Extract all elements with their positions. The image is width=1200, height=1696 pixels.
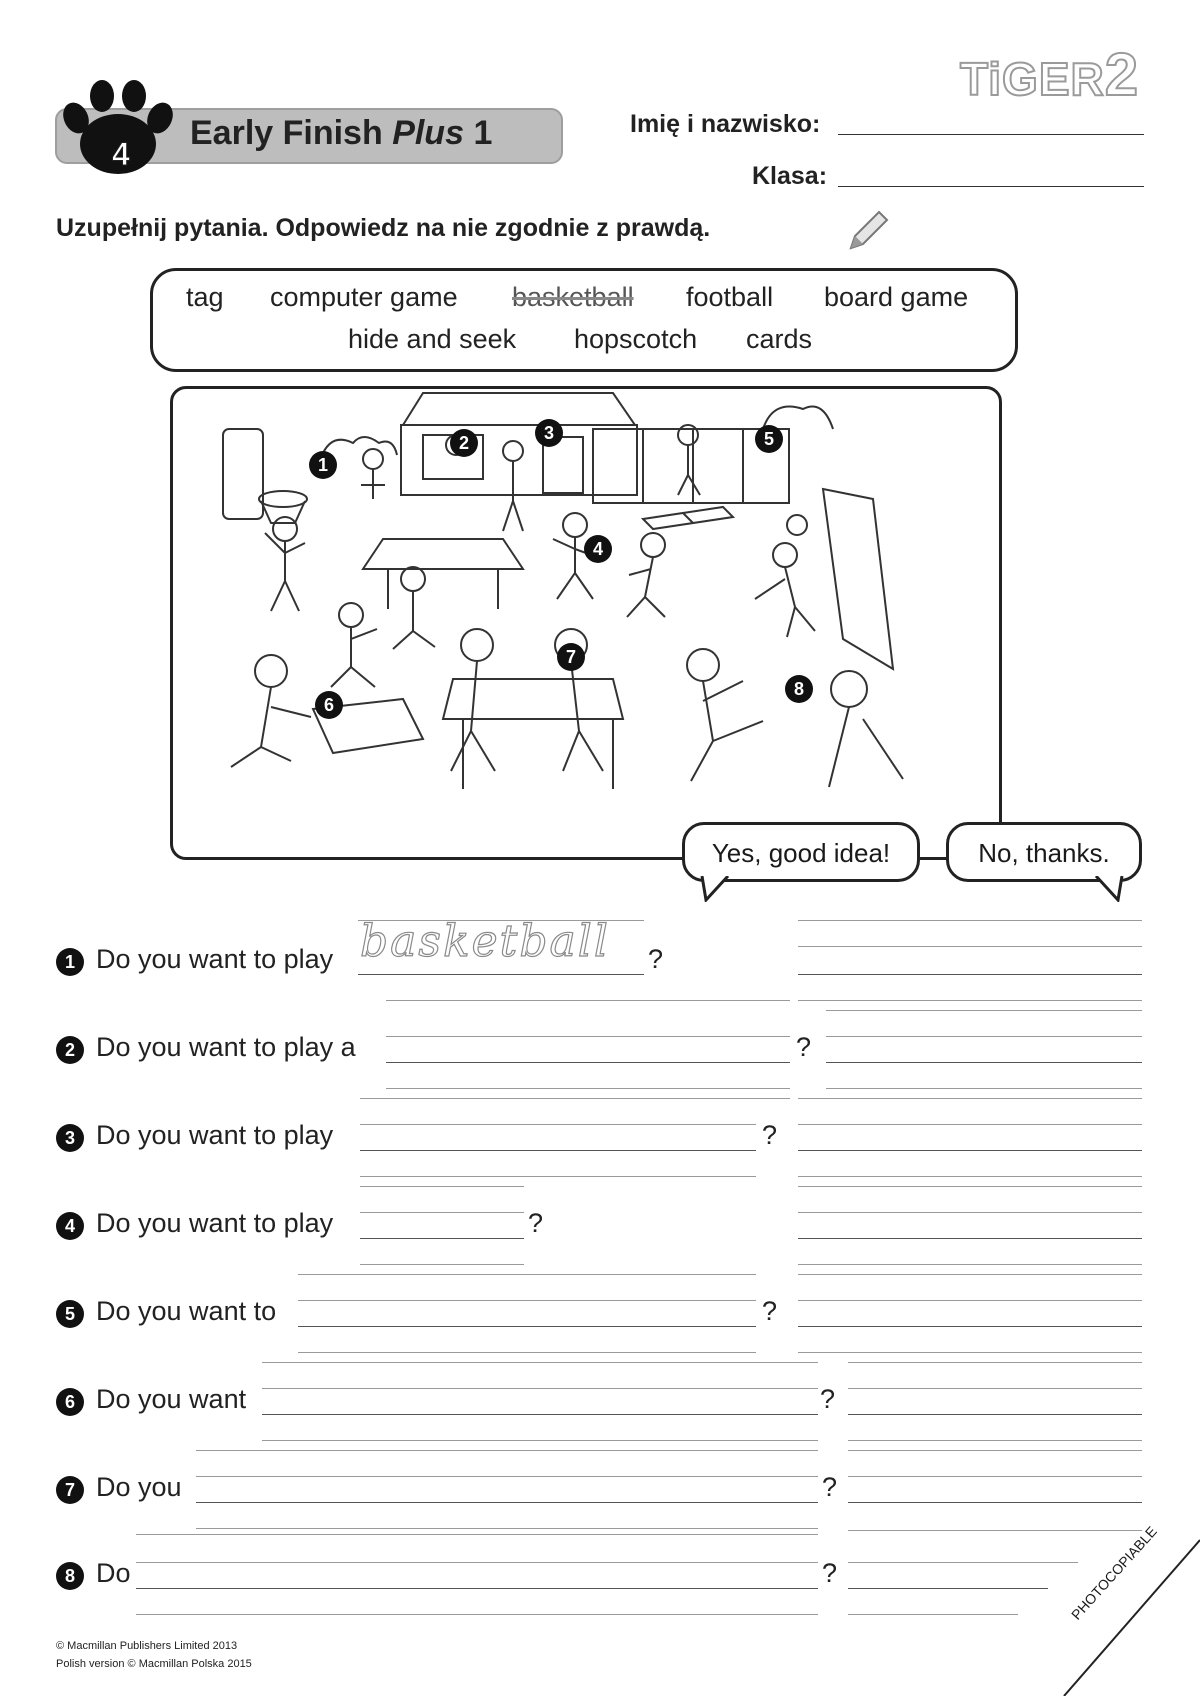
question-2-blank[interactable] — [386, 1062, 790, 1063]
class-field[interactable] — [838, 186, 1144, 187]
guide-line — [798, 1300, 1142, 1301]
word-tag: tag — [186, 282, 224, 312]
guide-line — [136, 1534, 818, 1535]
guide-line — [360, 1186, 524, 1187]
guide-line — [798, 1352, 1142, 1353]
guide-line — [798, 1212, 1142, 1213]
guide-line — [196, 1450, 818, 1451]
question-3-text: Do you want to play — [96, 1120, 334, 1150]
question-7-mark: ? — [822, 1472, 838, 1502]
guide-line — [798, 946, 1142, 947]
word-cards: cards — [746, 324, 813, 354]
guide-line — [798, 974, 1142, 975]
guide-line — [848, 1614, 1018, 1615]
unit-number: 4 — [112, 136, 130, 172]
question-1-mark: ? — [648, 944, 664, 974]
guide-line — [386, 1000, 790, 1001]
guide-line — [196, 1476, 818, 1477]
bubble-no: No, thanks. — [946, 822, 1142, 882]
guide-line — [798, 1176, 1142, 1177]
guide-line — [848, 1440, 1142, 1441]
guide-line — [798, 1264, 1142, 1265]
word-hide-and-seek: hide and seek — [348, 324, 517, 354]
guide-line — [136, 1562, 818, 1563]
question-2-mark: ? — [796, 1032, 812, 1062]
brand-number: 2 — [1104, 41, 1140, 108]
answer-lines-5[interactable] — [798, 1274, 1142, 1275]
question-8-text: Do — [96, 1558, 131, 1588]
guide-line — [848, 1414, 1142, 1415]
bubble-yes-tail — [700, 876, 730, 902]
guide-line — [798, 1238, 1142, 1239]
guide-line — [298, 1274, 756, 1275]
question-4-blank[interactable] — [360, 1238, 524, 1239]
scene-marker-3: 3 — [535, 419, 563, 447]
scene-marker-4: 4 — [584, 535, 612, 563]
guide-line — [826, 1088, 1142, 1089]
scene-marker-7: 7 — [557, 643, 585, 671]
brand-logo — [960, 40, 1139, 109]
guide-line — [798, 1326, 1142, 1327]
guide-line — [262, 1440, 818, 1441]
question-5-blank[interactable] — [298, 1326, 756, 1327]
guide-line — [826, 1036, 1142, 1037]
guide-line — [360, 1264, 524, 1265]
guide-line — [386, 1088, 790, 1089]
name-field[interactable] — [838, 134, 1144, 135]
guide-line — [848, 1588, 1048, 1589]
guide-line — [262, 1362, 818, 1363]
question-number-1: 1 — [56, 948, 84, 976]
question-number-3: 3 — [56, 1124, 84, 1152]
instruction: Uzupełnij pytania. Odpowiedz na nie zgodnie z prawdą. — [56, 214, 711, 242]
question-1-text: Do you want to play — [96, 944, 334, 974]
scene-marker-1: 1 — [309, 451, 337, 479]
guide-line — [262, 1388, 818, 1389]
question-number-4: 4 — [56, 1212, 84, 1240]
scene-marker-2: 2 — [450, 429, 478, 457]
guide-line — [826, 1062, 1142, 1063]
question-6-mark: ? — [820, 1384, 836, 1414]
guide-line — [386, 1036, 790, 1037]
scene-drawing — [173, 389, 1002, 860]
scene-marker-8: 8 — [785, 675, 813, 703]
guide-line — [196, 1528, 818, 1529]
guide-line — [298, 1300, 756, 1301]
scene-marker-6: 6 — [315, 691, 343, 719]
unit-title: Early Finish Plus 1 — [190, 114, 493, 152]
guide-line — [358, 974, 644, 975]
name-label: Imię i nazwisko: — [630, 110, 821, 138]
guide-line — [798, 1124, 1142, 1125]
bubble-yes: Yes, good idea! — [682, 822, 920, 882]
guide-line — [136, 1614, 818, 1615]
guide-line — [360, 1124, 756, 1125]
guide-line — [298, 1352, 756, 1353]
word-computer-game: computer game — [270, 282, 458, 312]
word-basketball-crossed: basketball — [512, 282, 634, 312]
question-3-mark: ? — [762, 1120, 778, 1150]
question-number-8: 8 — [56, 1562, 84, 1590]
question-4-mark: ? — [528, 1208, 544, 1238]
guide-line — [848, 1502, 1142, 1503]
answer-lines-4[interactable] — [798, 1186, 1142, 1187]
guide-line — [848, 1476, 1142, 1477]
answer-lines-3[interactable] — [798, 1098, 1142, 1099]
copyright-line-2: Polish version © Macmillan Polska 2015 — [56, 1658, 252, 1670]
question-5-mark: ? — [762, 1296, 778, 1326]
question-number-2: 2 — [56, 1036, 84, 1064]
copyright-line-1: © Macmillan Publishers Limited 2013 — [56, 1640, 238, 1652]
question-5-text: Do you want to — [96, 1296, 277, 1326]
question-6-blank[interactable] — [262, 1414, 818, 1415]
guide-line — [360, 1098, 790, 1099]
guide-line — [798, 1150, 1142, 1151]
guide-line — [798, 1000, 1142, 1001]
photocopiable-label: PHOTOCOPIABLE — [1068, 1523, 1160, 1623]
question-3-blank[interactable] — [360, 1150, 756, 1151]
question-number-7: 7 — [56, 1476, 84, 1504]
answer-lines-7[interactable] — [848, 1450, 1142, 1451]
answer-lines-2[interactable] — [826, 1010, 1142, 1011]
question-7-blank[interactable] — [196, 1502, 818, 1503]
scene-marker-5: 5 — [755, 425, 783, 453]
answer-lines-1[interactable] — [798, 920, 1142, 921]
guide-line — [848, 1388, 1142, 1389]
question-7-text: Do you — [96, 1472, 182, 1502]
question-6-text: Do you want — [96, 1384, 247, 1414]
question-1-example-answer: basketball — [360, 916, 610, 967]
question-4-text: Do you want to play — [96, 1208, 334, 1238]
answer-lines-8[interactable] — [848, 1562, 1078, 1563]
question-8-mark: ? — [822, 1558, 838, 1588]
guide-line — [360, 1176, 756, 1177]
pencil-icon — [845, 208, 891, 254]
word-hopscotch: hopscotch — [574, 324, 698, 354]
brand-name: TiGER — [960, 53, 1105, 105]
question-8-blank[interactable] — [136, 1588, 818, 1589]
question-number-6: 6 — [56, 1388, 84, 1416]
question-2-text: Do you want to play a — [96, 1032, 356, 1062]
word-football: football — [686, 282, 774, 312]
playground-illustration — [170, 386, 1002, 860]
question-number-5: 5 — [56, 1300, 84, 1328]
word-board-game: board game — [824, 282, 969, 312]
bubble-no-tail — [1094, 876, 1124, 902]
class-label: Klasa: — [752, 162, 828, 190]
guide-line — [358, 920, 644, 921]
answer-lines-6[interactable] — [848, 1362, 1142, 1363]
guide-line — [360, 1212, 524, 1213]
